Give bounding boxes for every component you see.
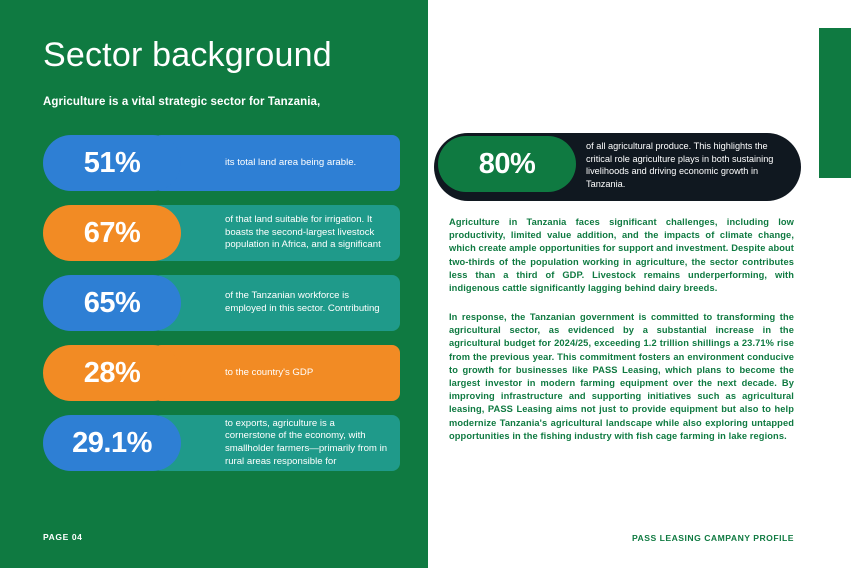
stat-row <box>43 345 400 401</box>
highlight-text: of all agricultural produce. This highlights the critical role agriculture plays in both sustaining livelihoods and driving economic growth in Tanzania. <box>586 141 774 189</box>
stat-description: to exports, agriculture is a cornerstone of the economy, with smallholder farmers—primarily from in rural areas responsible for <box>153 415 400 471</box>
highlight-pill <box>438 136 576 192</box>
stat-description: its total land area being arable. <box>153 135 400 191</box>
stat-pill <box>43 205 181 261</box>
page-title: Sector background <box>43 36 332 74</box>
stat-pill <box>43 415 181 471</box>
body-paragraph-1: Agriculture in Tanzania faces significant challenges, including low productivity, limited value addition, and the impacts of climate change, which create ample opportunities for support and investment. Despite about two-thirds of the population working in agriculture, the sector contributes less than a third of GDP. Livestock remains underperforming, with indigenous cattle significantly lagging behind dairy breeds. <box>449 217 794 293</box>
stat-percent: 28% <box>83 356 141 389</box>
footer-company-label: PASS LEASING CAMPANY PROFILE <box>631 533 794 543</box>
stat-percent: 51% <box>83 146 141 179</box>
body-paragraph-2: In response, the Tanzanian government is committed to transforming the agricultural sector, as evidenced by a substantial increase in the agricultural budget for 2024/25, exceeding 1.2 trillion shillings a 23.71% rise from the previous year. This commitment fosters an environment conducive to growth for businesses like PASS Leasing, which plans to become the largest investor in modern farming equipment over the next decade. By improving infrastructure and supporting initiatives such as agricultural leasing, PASS Leasing aims not just to provide equipment but also to help modernize Tanzania's agricultural landscape while also exploring untapped opportunities in the fishing industry with fish cage farming in lake regions. <box>449 312 794 441</box>
stat-row <box>43 275 400 331</box>
page-subtitle: Agriculture is a vital strategic sector for Tanzania, <box>43 96 321 108</box>
stat-row <box>43 135 400 191</box>
accent-bar <box>819 28 851 178</box>
page-number: PAGE 04 <box>43 532 83 542</box>
stat-pill <box>43 135 181 191</box>
stat-percent: 29.1% <box>72 426 152 459</box>
stat-pill <box>43 345 181 401</box>
stat-percent: 67% <box>83 216 141 249</box>
stat-description: of the Tanzanian workforce is employed in this sector. Contributing <box>153 275 400 331</box>
highlight-percent: 80% <box>478 147 536 180</box>
stat-row <box>43 205 400 261</box>
stat-percent: 65% <box>83 286 141 319</box>
stat-pill <box>43 275 181 331</box>
stat-description: of that land suitable for irrigation. It boasts the second-largest livestock population in Africa, and a significant <box>153 205 400 261</box>
stat-row <box>43 415 400 471</box>
stat-description: to the country's GDP <box>153 345 400 401</box>
